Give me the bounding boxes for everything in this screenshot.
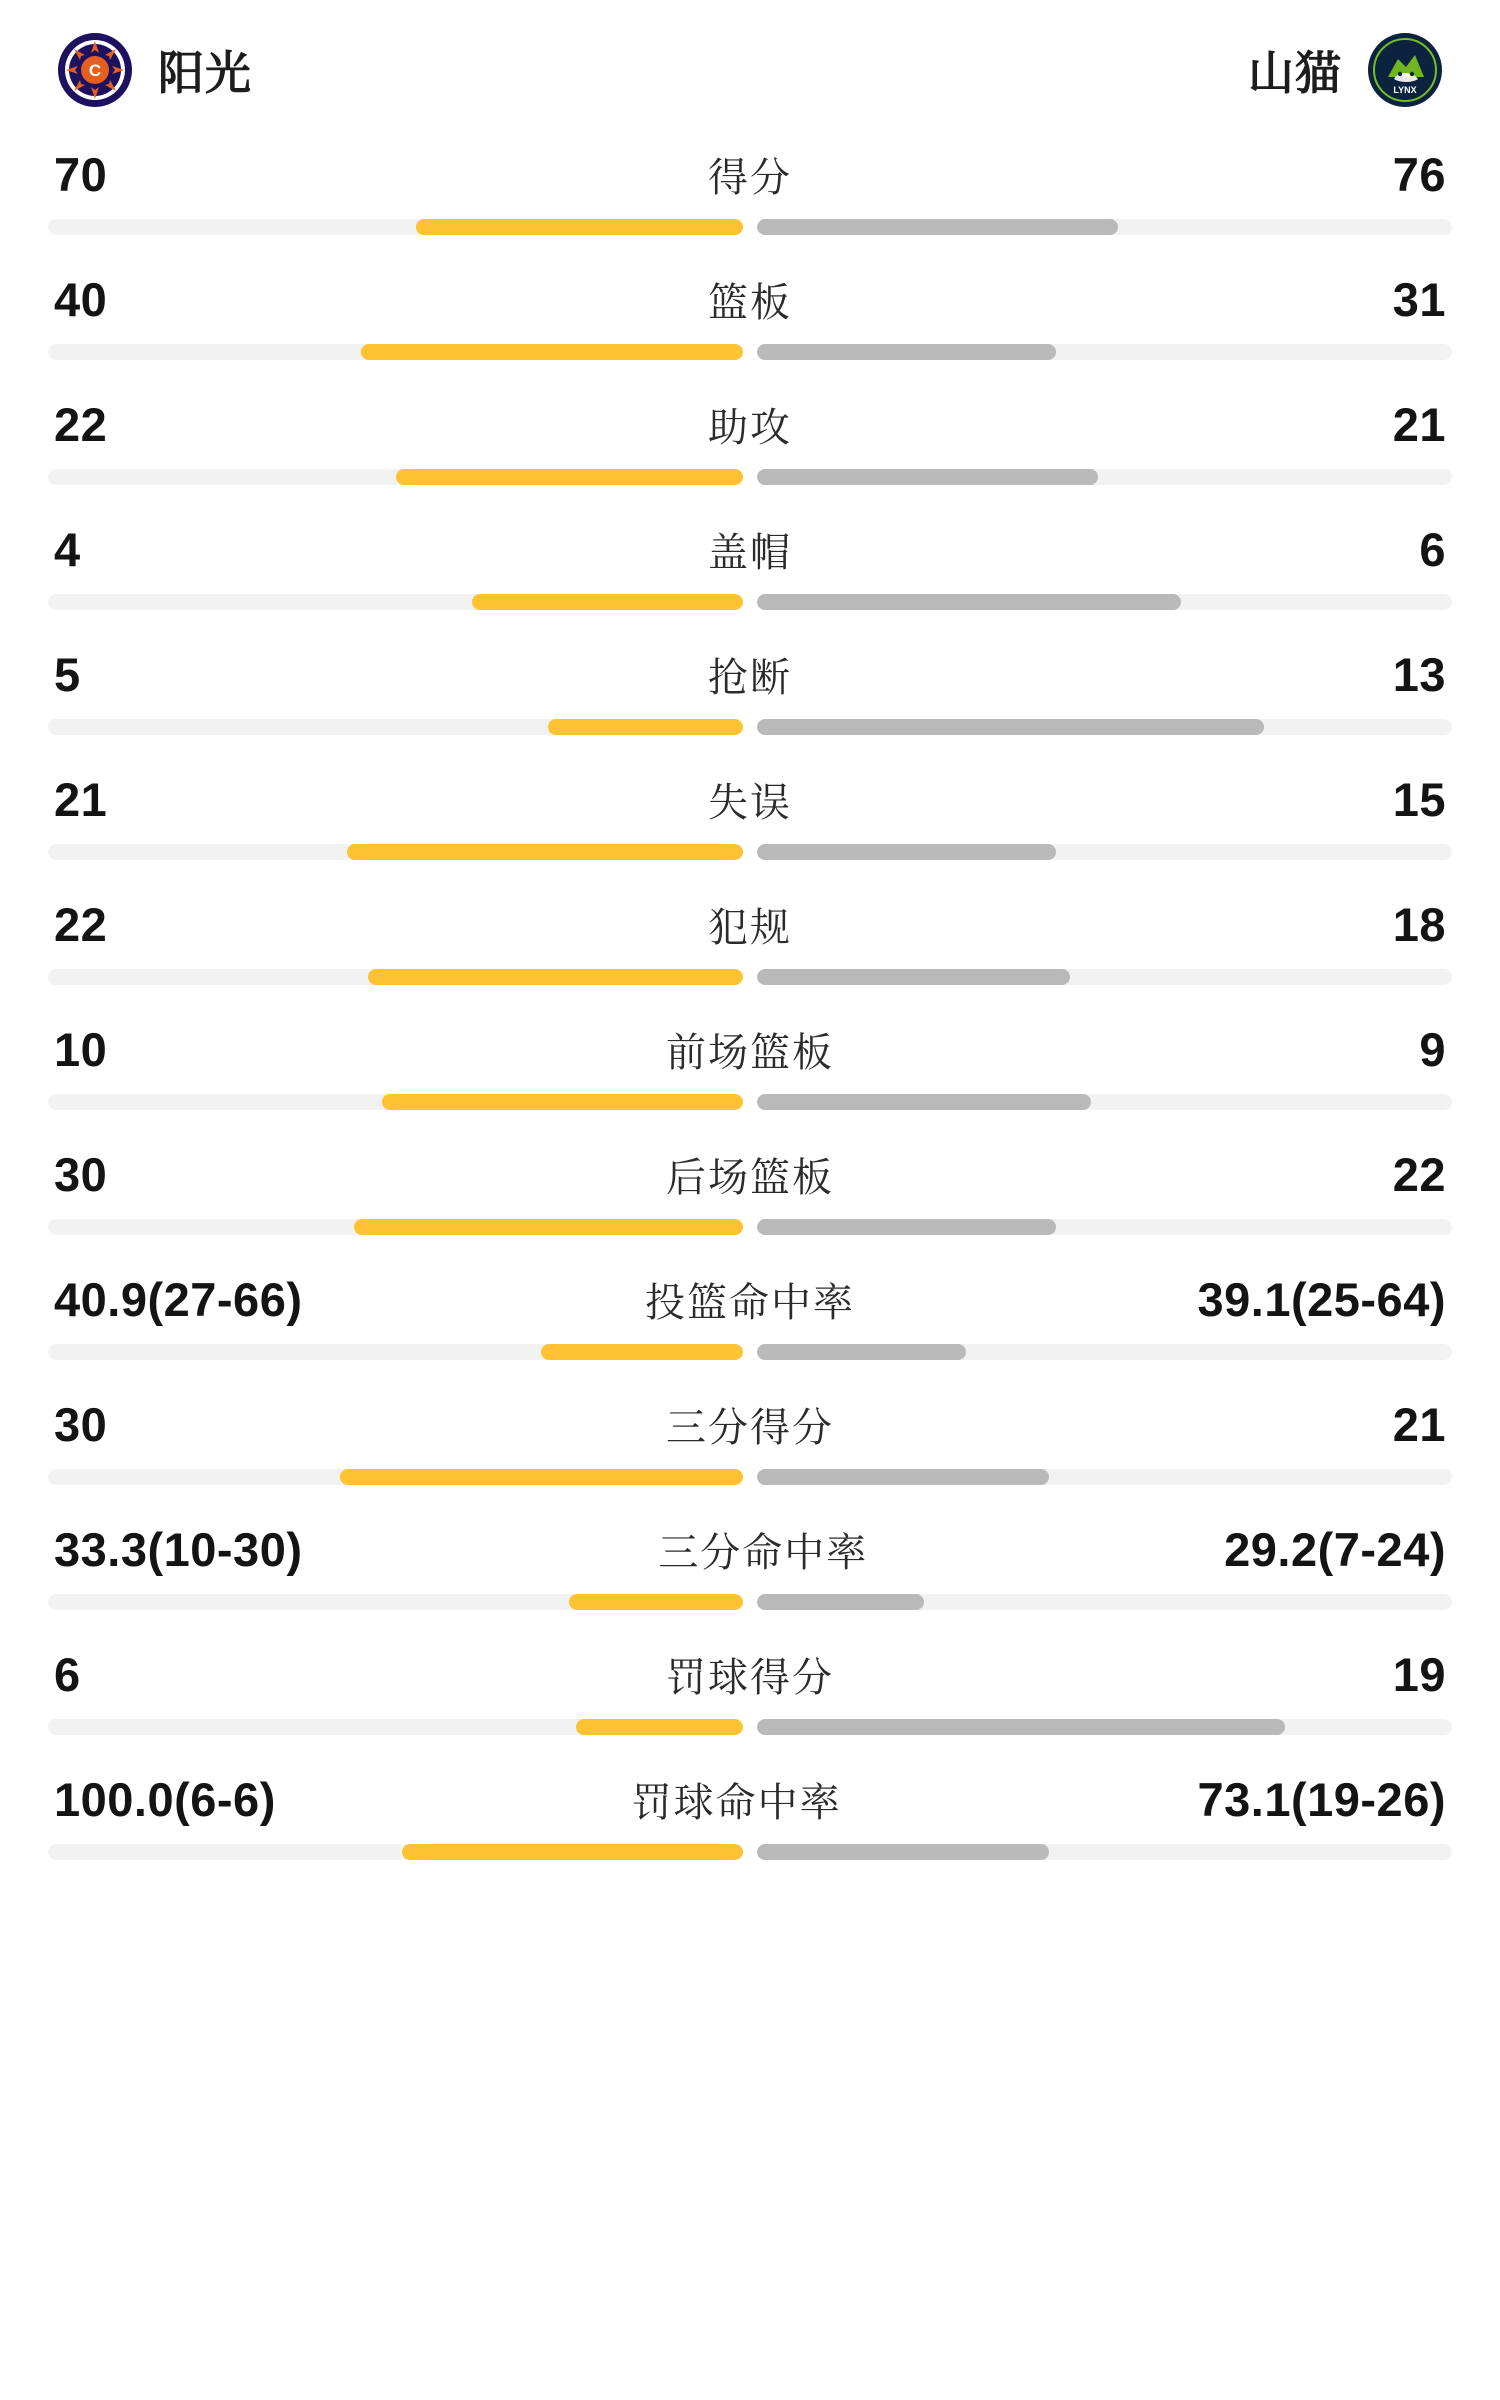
home-bar-track xyxy=(48,1094,743,1110)
away-stat-value: 21 xyxy=(1392,1398,1446,1451)
away-stat-value: 15 xyxy=(1392,773,1446,826)
stat-line xyxy=(48,1646,1452,1719)
home-bar-track xyxy=(48,1219,743,1235)
away-bar-fill xyxy=(757,844,1056,860)
away-bar-track xyxy=(757,844,1452,860)
away-bar-track xyxy=(757,594,1452,610)
home-bar-track xyxy=(48,344,743,360)
home-stat-value: 30 xyxy=(54,1148,108,1201)
minnesota-lynx-logo-icon xyxy=(1368,33,1442,107)
home-bar-fill xyxy=(548,719,743,735)
stat-label: 篮板 xyxy=(708,281,792,325)
stat-row xyxy=(48,271,1452,396)
stat-bars xyxy=(48,1219,1452,1235)
home-bar-fill xyxy=(361,344,743,360)
home-team-name: 阳光 xyxy=(158,47,252,99)
stat-label: 三分命中率 xyxy=(658,1531,869,1575)
away-bar-track xyxy=(757,1469,1452,1485)
away-bar-fill xyxy=(757,1469,1049,1485)
away-bar-fill xyxy=(757,344,1056,360)
stat-bars xyxy=(48,1844,1452,1860)
home-stat-value: 100.0(6-6) xyxy=(54,1773,276,1826)
stat-label: 失误 xyxy=(708,781,792,825)
stat-bars xyxy=(48,1344,1452,1360)
away-bar-fill xyxy=(757,1344,966,1360)
away-stat-value: 31 xyxy=(1392,273,1446,326)
stat-label: 罚球命中率 xyxy=(631,1781,842,1825)
away-bar-fill xyxy=(757,1844,1049,1860)
stat-row xyxy=(48,1271,1452,1396)
home-bar-track xyxy=(48,594,743,610)
stat-row xyxy=(48,146,1452,271)
stat-row xyxy=(48,1771,1452,1896)
home-stat-value: 5 xyxy=(54,648,81,701)
stat-label: 得分 xyxy=(708,156,792,200)
home-bar-fill xyxy=(354,1219,743,1235)
stat-bars xyxy=(48,344,1452,360)
home-bar-fill xyxy=(402,1844,743,1860)
away-stat-value: 21 xyxy=(1392,398,1446,451)
away-bar-fill xyxy=(757,219,1118,235)
stat-row xyxy=(48,1146,1452,1271)
home-bar-track xyxy=(48,219,743,235)
home-bar-track xyxy=(48,969,743,985)
home-bar-fill xyxy=(368,969,743,985)
svg-text:C: C xyxy=(88,61,102,80)
stat-bars xyxy=(48,844,1452,860)
home-bar-fill xyxy=(576,1719,743,1735)
home-bar-fill xyxy=(396,469,744,485)
away-bar-track xyxy=(757,1844,1452,1860)
stat-line xyxy=(48,146,1452,219)
away-bar-track xyxy=(757,1094,1452,1110)
stat-label: 投篮命中率 xyxy=(645,1281,855,1325)
stat-bars xyxy=(48,219,1452,235)
home-bar-fill xyxy=(347,844,743,860)
home-bar-track xyxy=(48,1719,743,1735)
home-bar-fill xyxy=(472,594,743,610)
stat-line xyxy=(48,1521,1452,1594)
away-stat-value: 76 xyxy=(1392,148,1446,201)
home-bar-fill xyxy=(382,1094,743,1110)
svg-text:LYNX: LYNX xyxy=(1393,85,1417,95)
away-bar-fill xyxy=(757,719,1264,735)
away-bar-fill xyxy=(757,594,1181,610)
away-bar-fill xyxy=(757,1219,1056,1235)
stat-line xyxy=(48,1146,1452,1219)
stat-line xyxy=(48,646,1452,719)
home-stat-value: 30 xyxy=(54,1398,108,1451)
home-bar-track xyxy=(48,1594,743,1610)
stat-row xyxy=(48,1521,1452,1646)
home-stat-value: 33.3(10-30) xyxy=(54,1523,303,1576)
teams-header xyxy=(48,0,1452,140)
stat-line xyxy=(48,1771,1452,1844)
stat-label: 抢断 xyxy=(708,656,792,700)
away-stat-value: 6 xyxy=(1419,523,1446,576)
stat-label: 犯规 xyxy=(708,906,792,950)
stat-label: 盖帽 xyxy=(708,531,792,575)
home-bar-track xyxy=(48,1344,743,1360)
stat-line xyxy=(48,521,1452,594)
phoenix-mercury-logo-icon xyxy=(58,33,132,107)
stat-row xyxy=(48,896,1452,1021)
stat-line xyxy=(48,1021,1452,1094)
stat-line xyxy=(48,1271,1452,1344)
away-bar-track xyxy=(757,1219,1452,1235)
stat-label: 前场篮板 xyxy=(666,1031,834,1075)
stats-list xyxy=(48,140,1452,1896)
away-bar-track xyxy=(757,969,1452,985)
away-bar-fill xyxy=(757,1094,1091,1110)
away-stat-value: 9 xyxy=(1419,1023,1446,1076)
home-bar-fill xyxy=(416,219,743,235)
stat-line xyxy=(48,271,1452,344)
away-stat-value: 73.1(19-26) xyxy=(1197,1773,1446,1826)
stat-row xyxy=(48,521,1452,646)
home-bar-fill xyxy=(340,1469,743,1485)
stat-label: 三分得分 xyxy=(666,1406,834,1450)
stat-bars xyxy=(48,1594,1452,1610)
home-stat-value: 40 xyxy=(54,273,108,326)
stat-label: 助攻 xyxy=(708,406,792,450)
home-stat-value: 40.9(27-66) xyxy=(54,1273,303,1326)
stat-bars xyxy=(48,1094,1452,1110)
home-stat-value: 70 xyxy=(54,148,108,201)
home-bar-fill xyxy=(541,1344,743,1360)
away-team xyxy=(1248,33,1442,107)
stat-row xyxy=(48,1646,1452,1771)
away-stat-value: 29.2(7-24) xyxy=(1224,1523,1446,1576)
stat-label: 罚球得分 xyxy=(666,1656,834,1700)
stat-bars xyxy=(48,594,1452,610)
stat-row xyxy=(48,771,1452,896)
away-team-name: 山猫 xyxy=(1248,47,1342,99)
home-stat-value: 22 xyxy=(54,898,108,951)
away-bar-fill xyxy=(757,1594,924,1610)
away-bar-track xyxy=(757,219,1452,235)
away-bar-track xyxy=(757,469,1452,485)
away-stat-value: 13 xyxy=(1392,648,1446,701)
away-bar-fill xyxy=(757,469,1098,485)
away-bar-fill xyxy=(757,1719,1285,1735)
stat-bars xyxy=(48,1469,1452,1485)
home-stat-value: 22 xyxy=(54,398,108,451)
away-bar-track xyxy=(757,1344,1452,1360)
stat-line xyxy=(48,1396,1452,1469)
home-stat-value: 6 xyxy=(54,1648,81,1701)
stat-row xyxy=(48,1021,1452,1146)
away-stat-value: 39.1(25-64) xyxy=(1197,1273,1446,1326)
away-bar-track xyxy=(757,1594,1452,1610)
home-stat-value: 4 xyxy=(54,523,81,576)
stat-row xyxy=(48,646,1452,771)
home-bar-fill xyxy=(569,1594,743,1610)
stat-bars xyxy=(48,469,1452,485)
away-stat-value: 19 xyxy=(1392,1648,1446,1701)
away-stat-value: 18 xyxy=(1392,898,1446,951)
home-bar-track xyxy=(48,1844,743,1860)
home-team xyxy=(58,33,252,107)
away-bar-fill xyxy=(757,969,1070,985)
home-bar-track xyxy=(48,844,743,860)
stat-line xyxy=(48,896,1452,969)
stat-line xyxy=(48,396,1452,469)
stat-label: 后场篮板 xyxy=(666,1156,834,1200)
stat-bars xyxy=(48,1719,1452,1735)
away-bar-track xyxy=(757,1719,1452,1735)
stat-bars xyxy=(48,969,1452,985)
home-bar-track xyxy=(48,469,743,485)
home-stat-value: 10 xyxy=(54,1023,108,1076)
home-bar-track xyxy=(48,1469,743,1485)
home-bar-track xyxy=(48,719,743,735)
away-stat-value: 22 xyxy=(1392,1148,1446,1201)
stat-bars xyxy=(48,719,1452,735)
stat-row xyxy=(48,1396,1452,1521)
away-bar-track xyxy=(757,344,1452,360)
stat-row xyxy=(48,396,1452,521)
home-stat-value: 21 xyxy=(54,773,108,826)
away-bar-track xyxy=(757,719,1452,735)
stat-line xyxy=(48,771,1452,844)
